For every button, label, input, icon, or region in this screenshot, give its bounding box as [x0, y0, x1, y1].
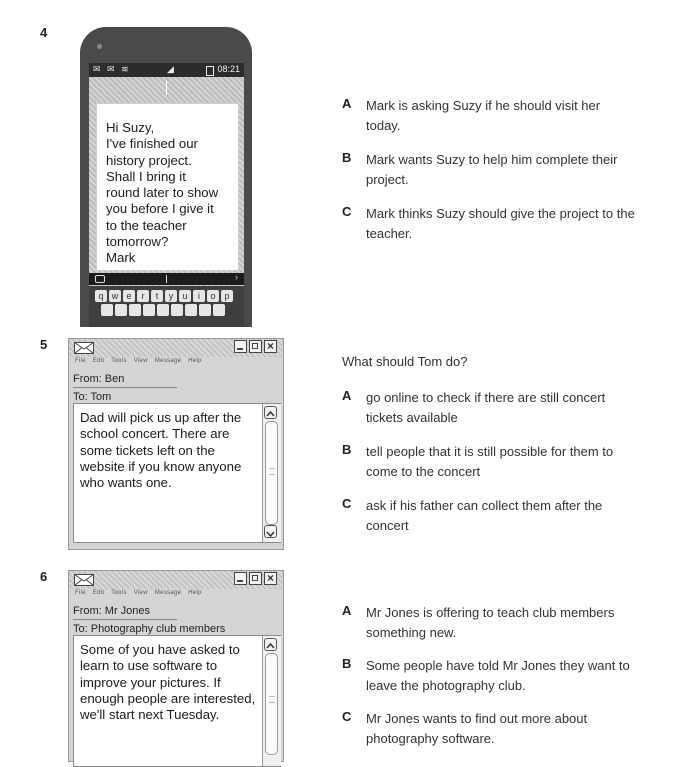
from-underline: [73, 619, 177, 620]
key: [129, 304, 141, 316]
minimize-icon: [234, 340, 247, 353]
phone-camera: [97, 44, 102, 49]
menu-message: Message: [154, 590, 182, 596]
window-title-bar: [69, 571, 283, 589]
key: [213, 304, 225, 316]
option-letter: B: [342, 150, 352, 165]
close-icon: ×: [264, 572, 277, 585]
text-cursor-icon: [166, 81, 167, 95]
option-letter: C: [342, 496, 352, 511]
question-number-5: 5: [40, 337, 48, 352]
scroll-grip-icon: [269, 468, 275, 475]
option-letter: A: [342, 96, 352, 111]
scroll-down-icon: [264, 525, 277, 538]
key: [199, 304, 211, 316]
scroll-track: [265, 421, 278, 525]
option-text: go online to check if there are still concert tickets available: [366, 390, 606, 425]
menu-tools: Tools: [111, 590, 127, 596]
menu-help: Help: [188, 590, 202, 596]
notification-icons: ✉ ✉ ≋: [93, 64, 131, 74]
maximize-icon: [249, 340, 262, 353]
q5-question: What should Tom do?: [342, 354, 468, 369]
option-text: Mark thinks Suzy should give the project to the teacher.: [366, 206, 635, 241]
option-letter: A: [342, 603, 352, 618]
key: p: [221, 290, 233, 302]
key: [185, 304, 197, 316]
email-window-q5: [68, 338, 284, 550]
key: [143, 304, 155, 316]
email-to: To: Tom: [73, 391, 112, 403]
scroll-up-icon: [264, 638, 277, 651]
option-letter: B: [342, 442, 352, 457]
phone-keyboard: [89, 286, 244, 327]
email-from: From: Mr Jones: [73, 605, 151, 617]
menu-edit: Edit: [92, 590, 105, 596]
option-text: Some people have told Mr Jones they want to leave the photography club.: [366, 658, 630, 693]
email-from: From: Ben: [73, 373, 125, 385]
key: e: [123, 290, 135, 302]
option-text: Mark is asking Suzy if he should visit her today.: [366, 98, 601, 133]
scrollbar: [262, 404, 281, 542]
scrollbar: [262, 636, 281, 766]
key: [101, 304, 113, 316]
phone-illustration: [80, 27, 252, 327]
close-icon: ×: [264, 340, 277, 353]
key: q: [95, 290, 107, 302]
battery-icon: [206, 66, 214, 76]
option-letter: C: [342, 709, 352, 724]
option-text: tell people that it is still possible for them to come to the concert: [366, 444, 614, 479]
key: o: [207, 290, 219, 302]
option-text: Mr Jones is offering to teach club members something new.: [366, 605, 615, 640]
menu-tools: Tools: [111, 358, 127, 364]
email-menu-bar: [75, 358, 207, 364]
phone-status-bar: [89, 63, 244, 77]
email-body-text: Some of you have asked to learn to use software to improve your pictures. If enough people are interested, we'll start next Tuesday.: [80, 642, 256, 723]
minimize-icon: [234, 572, 247, 585]
scroll-track: [265, 653, 278, 755]
email-body-text: Dad will pick us up after the school concert. There are some tickets left on the website if you know anyone who wants one.: [80, 410, 242, 491]
key: w: [109, 290, 121, 302]
window-title-bar: [69, 339, 283, 357]
envelope-icon: [74, 574, 94, 586]
camera-icon: [95, 275, 105, 283]
question-number-6: 6: [40, 569, 48, 584]
question-number-4: 4: [40, 25, 48, 40]
email-window-q6: [68, 570, 284, 762]
signal-icon: ◢: [167, 64, 174, 74]
send-arrow-icon: ›: [235, 272, 238, 282]
option-text: Mr Jones wants to find out more about photography software.: [366, 711, 588, 746]
scroll-up-icon: [264, 406, 277, 419]
email-menu-bar: [75, 590, 207, 596]
key: t: [151, 290, 163, 302]
scroll-grip-icon: [269, 696, 275, 703]
email-to: To: Photography club members: [73, 623, 226, 635]
phone-compose-bar: [89, 273, 244, 285]
option-text: Mark wants Suzy to help him complete their project.: [366, 152, 618, 187]
maximize-icon: [249, 572, 262, 585]
menu-view: View: [133, 358, 148, 364]
menu-view: View: [133, 590, 148, 596]
cursor-icon: [166, 275, 167, 283]
key: u: [179, 290, 191, 302]
status-time: 08:21: [217, 64, 240, 74]
menu-file: File: [75, 358, 86, 364]
sms-message-text: Hi Suzy, I've finished our history project. Shall I bring it round later to show you before I give it to the teacher tomorrow? Mark: [106, 120, 219, 266]
menu-edit: Edit: [92, 358, 105, 364]
menu-help: Help: [188, 358, 202, 364]
sms-message-card: [96, 103, 239, 271]
key: r: [137, 290, 149, 302]
option-letter: A: [342, 388, 352, 403]
option-text: ask if his father can collect them after the concert: [366, 498, 603, 533]
phone-screen: [89, 63, 244, 327]
from-underline: [73, 387, 177, 388]
menu-message: Message: [154, 358, 182, 364]
key: i: [193, 290, 205, 302]
email-body-box: [73, 635, 281, 767]
menu-file: File: [75, 590, 86, 596]
option-letter: C: [342, 204, 352, 219]
keyboard-row-2: [101, 304, 225, 316]
envelope-icon: [74, 342, 94, 354]
key: [157, 304, 169, 316]
email-body-box: [73, 403, 281, 543]
key: [171, 304, 183, 316]
key: [115, 304, 127, 316]
option-letter: B: [342, 656, 352, 671]
key: y: [165, 290, 177, 302]
keyboard-row-1: [95, 290, 233, 302]
